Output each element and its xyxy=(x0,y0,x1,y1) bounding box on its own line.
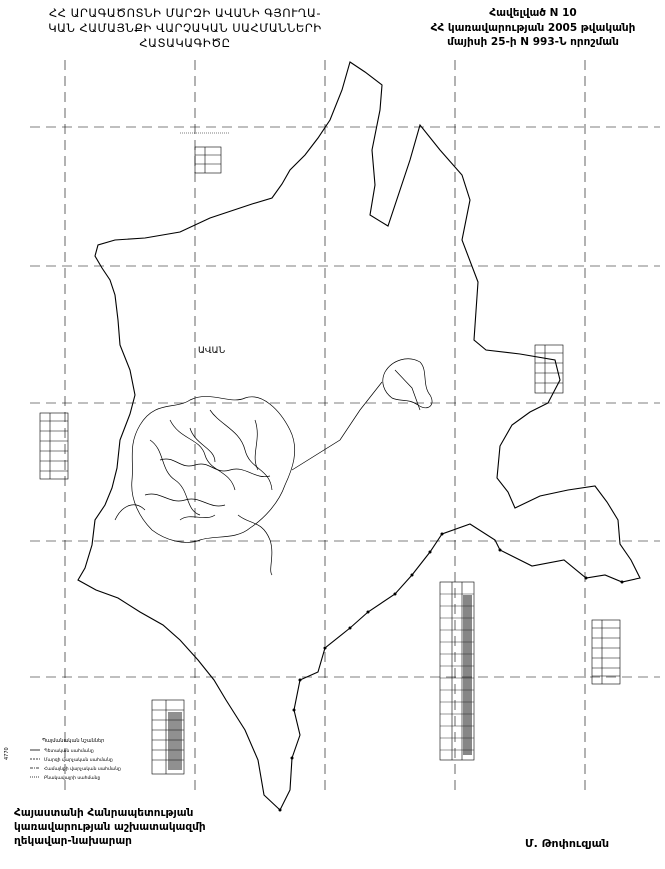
map-title-line-2: ԿԱՆ ՀԱՄԱՅՆՔԻ ՎԱՐՉԱԿԱՆ ՍԱՀՄԱՆՆԵՐԻ xyxy=(48,21,322,35)
signatory-position xyxy=(14,806,206,848)
map-grid xyxy=(30,60,660,790)
legend-item-4: Բնակավայրի սահմանը xyxy=(44,776,101,781)
map-title-line-1: ՀՀ ԱՐԱԳԱԾՈՏՆԻ ՄԱՐԶԻ ԱՎԱՆԻ ԳՅՈՒՂԱ- xyxy=(48,6,322,20)
coord-table-bottom-fill xyxy=(168,712,182,770)
signatory-line-1: Հայաստանի Հանրապետության xyxy=(14,807,194,819)
coord-table-far-right xyxy=(592,620,620,684)
side-code: 4770 xyxy=(4,747,10,760)
appendix-decree-line-1: ՀՀ կառավարության 2005 թվականի xyxy=(430,21,636,34)
legend-title: Պայմանական նշաններ xyxy=(42,738,105,744)
signatory-name: Մ. Թոփուզյան xyxy=(525,837,610,850)
legend-item-3: Համայնքի վարչական սահմանը xyxy=(44,767,121,772)
settlement-ne xyxy=(383,359,432,410)
place-label-avan: ԱՎԱՆ xyxy=(198,346,226,356)
legend-symbols xyxy=(30,750,40,777)
signatory-line-2: կառավարության աշխատակազմի xyxy=(14,821,206,833)
coord-table-top xyxy=(180,133,230,173)
coord-table-left xyxy=(40,413,68,479)
coord-table-right xyxy=(535,345,563,393)
map-title-line-3: ՀԱՏԱԿԱԳԻԾԸ xyxy=(139,36,231,50)
coord-table-center-fill xyxy=(463,595,472,755)
appendix-decree-line-2: մայիսի 25-ի N 993-Ն որոշման xyxy=(447,36,619,48)
settlement-area xyxy=(115,382,382,575)
appendix-number: Հավելված N 10 xyxy=(489,7,577,19)
legend-item-2: Մարզի վարչական սահմանը xyxy=(44,758,113,763)
community-boundary xyxy=(78,62,640,810)
signatory-line-3: ղեկավար-նախարար xyxy=(14,835,132,847)
boundary-markers xyxy=(279,533,624,812)
legend-item-1: Պետական սահմանը xyxy=(44,749,94,754)
